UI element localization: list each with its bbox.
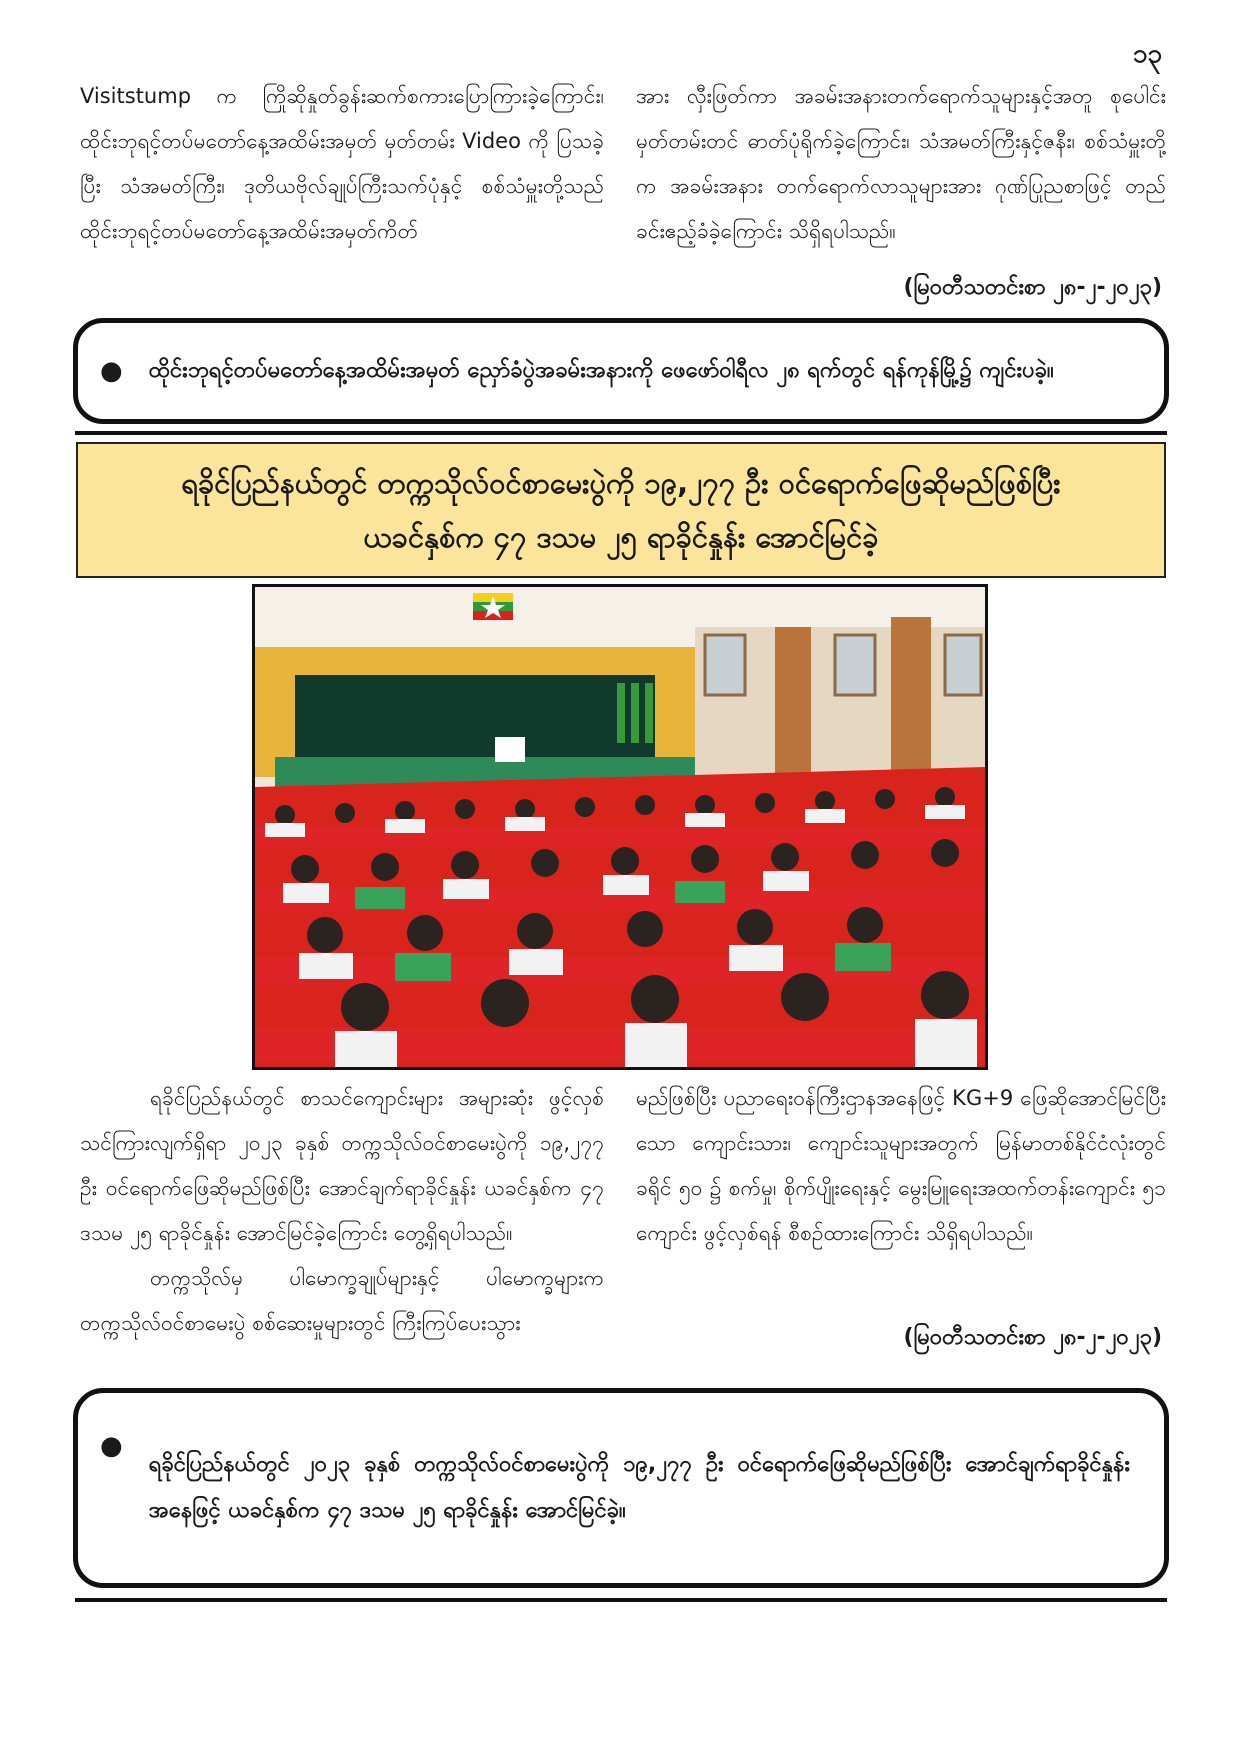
summary-text-2: ရခိုင်ပြည်နယ်တွင် ၂၀၂၃ ခုနှစ် တက္ကသိုလ်ဝင်စာမေးပွဲကို ၁၉,၂၇၇ ဦး ဝင်ရောက်ဖြေဆိုမည်ဖြစ်ပြီး အောင်ချက်ရာခိုင်နှုန်းအနေဖြင့် ယခင်နှစ်က ၄၇ ဒသမ ၂၅ ရာခိုင်နှုန်း အောင်မြင်ခဲ့။	[148, 1452, 1130, 1523]
headline-line-2: ယခင်နှစ်က ၄၇ ဒသမ ၂၅ ရာခိုင်နှုန်း အောင်မြင်ခဲ့	[363, 520, 879, 554]
article1-source: (မြဝတီသတင်းစာ ၂၈-၂-၂၀၂၃)	[903, 275, 1162, 300]
article2-column-left	[80, 1076, 604, 1346]
article2-source: (မြဝတီသတင်းစာ ၂၈-၂-၂၀၂၃)	[903, 1325, 1162, 1350]
summary-text-1: ထိုင်းဘုရင့်တပ်မတော်နေ့အထိမ်းအမှတ် ညှော်ခံပွဲအခမ်းအနားကို ဖေဖော်ဝါရီလ ၂၈ ရက်တွင် ရန်ကုန်မြို့၌ ကျင်းပခဲ့။	[148, 358, 1054, 383]
article2-column-right	[636, 1076, 1166, 1256]
article2-text-right: မည်ဖြစ်ပြီး ပညာရေးဝန်ကြီးဌာနအနေဖြင့် KG+9 ဖြေဆိုအောင်မြင်ပြီးသော ကျောင်းသား၊ ကျောင်းသူများအတွက် မြန်မာတစ်နိုင်ငံလုံးတွင် ခရိုင် ၅၀ ၌ စက်မှု၊ စိုက်ပျိုးရေးနှင့် မွေးမြူရေးအထက်တန်းကျောင်း ၅၁ ကျောင်း ဖွင့်လှစ်ရန် စီစဉ်ထားကြောင်း သိရှိရပါသည်။	[636, 1086, 1166, 1245]
flag-icon	[473, 593, 513, 620]
section-divider	[75, 431, 1167, 435]
page-number: ၁၃	[1132, 39, 1162, 69]
article2-text-left-p1: ရခိုင်ပြည်နယ်တွင် စာသင်ကျောင်းများ အများဆုံး ဖွင့်လှစ်သင်ကြားလျက်ရှိရာ ၂၀၂၃ ခုနှစ် တက္ကသိုလ်ဝင်စာမေးပွဲကို ၁၉,၂၇၇ ဦး ဝင်ရောက်ဖြေဆိုမည်ဖြစ်ပြီး အောင်ချက်ရာခိုင်နှုန်း ယခင်နှစ်က ၄၇ ဒသမ ၂၅ ရာခိုင်နှုန်း အောင်မြင်ခဲ့ကြောင်း တွေ့ရှိရပါသည်။	[80, 1086, 604, 1245]
exam-hall-photo	[252, 584, 988, 1070]
article2-headline	[76, 442, 1166, 578]
article1-text-right: အား လှီးဖြတ်ကာ အခမ်းအနားတက်ရောက်သူများနှင့်အတူ စုပေါင်းမှတ်တမ်းတင် ဓာတ်ပုံရိုက်ခဲ့ကြောင်း၊ သံအမတ်ကြီးနှင့်ဇနီး၊ စစ်သံမှူးတို့က အခမ်းအနား တက်ရောက်လာသူများအား ဂုဏ်ပြုညစာဖြင့် တည်ခင်းဧည့်ခံခဲ့ကြောင်း သိရှိရပါသည်။	[636, 84, 1166, 243]
bullet-icon: ●	[100, 1431, 123, 1461]
article1-column-left	[80, 74, 604, 254]
summary-box-2	[73, 1388, 1169, 1588]
bullet-icon: ●	[100, 356, 123, 386]
article1-text-left: Visitstump က ကြိုဆိုနှုတ်ခွန်းဆက်စကားပြောကြားခဲ့ကြောင်း၊ ထိုင်းဘုရင့်တပ်မတော်နေ့အထိမ်းအမှတ် မှတ်တမ်း Video ကို ပြသခဲ့ပြီး သံအမတ်ကြီး၊ ဒုတိယဗိုလ်ချုပ်ကြီးသက်ပုံနှင့် စစ်သံမှူးတို့သည် ထိုင်းဘုရင့်တပ်မတော်နေ့အထိမ်းအမှတ်ကိတ်	[80, 84, 604, 243]
bottom-divider	[75, 1598, 1167, 1602]
summary-box-1	[73, 318, 1169, 424]
headline-line-1: ရခိုင်ပြည်နယ်တွင် တက္ကသိုလ်ဝင်စာမေးပွဲကို ၁၉,၂၇၇ ဦး ဝင်ရောက်ဖြေဆိုမည်ဖြစ်ပြီး	[181, 466, 1061, 500]
article1-column-right	[636, 74, 1166, 254]
article2-text-left-p2: တက္ကသိုလ်မှ ပါမောက္ခချုပ်များနှင့် ပါမောက္ခများက တက္ကသိုလ်ဝင်စာမေးပွဲ စစ်ဆေးမှုများတွင် ကြီးကြပ်ပေးသွား	[80, 1266, 604, 1335]
